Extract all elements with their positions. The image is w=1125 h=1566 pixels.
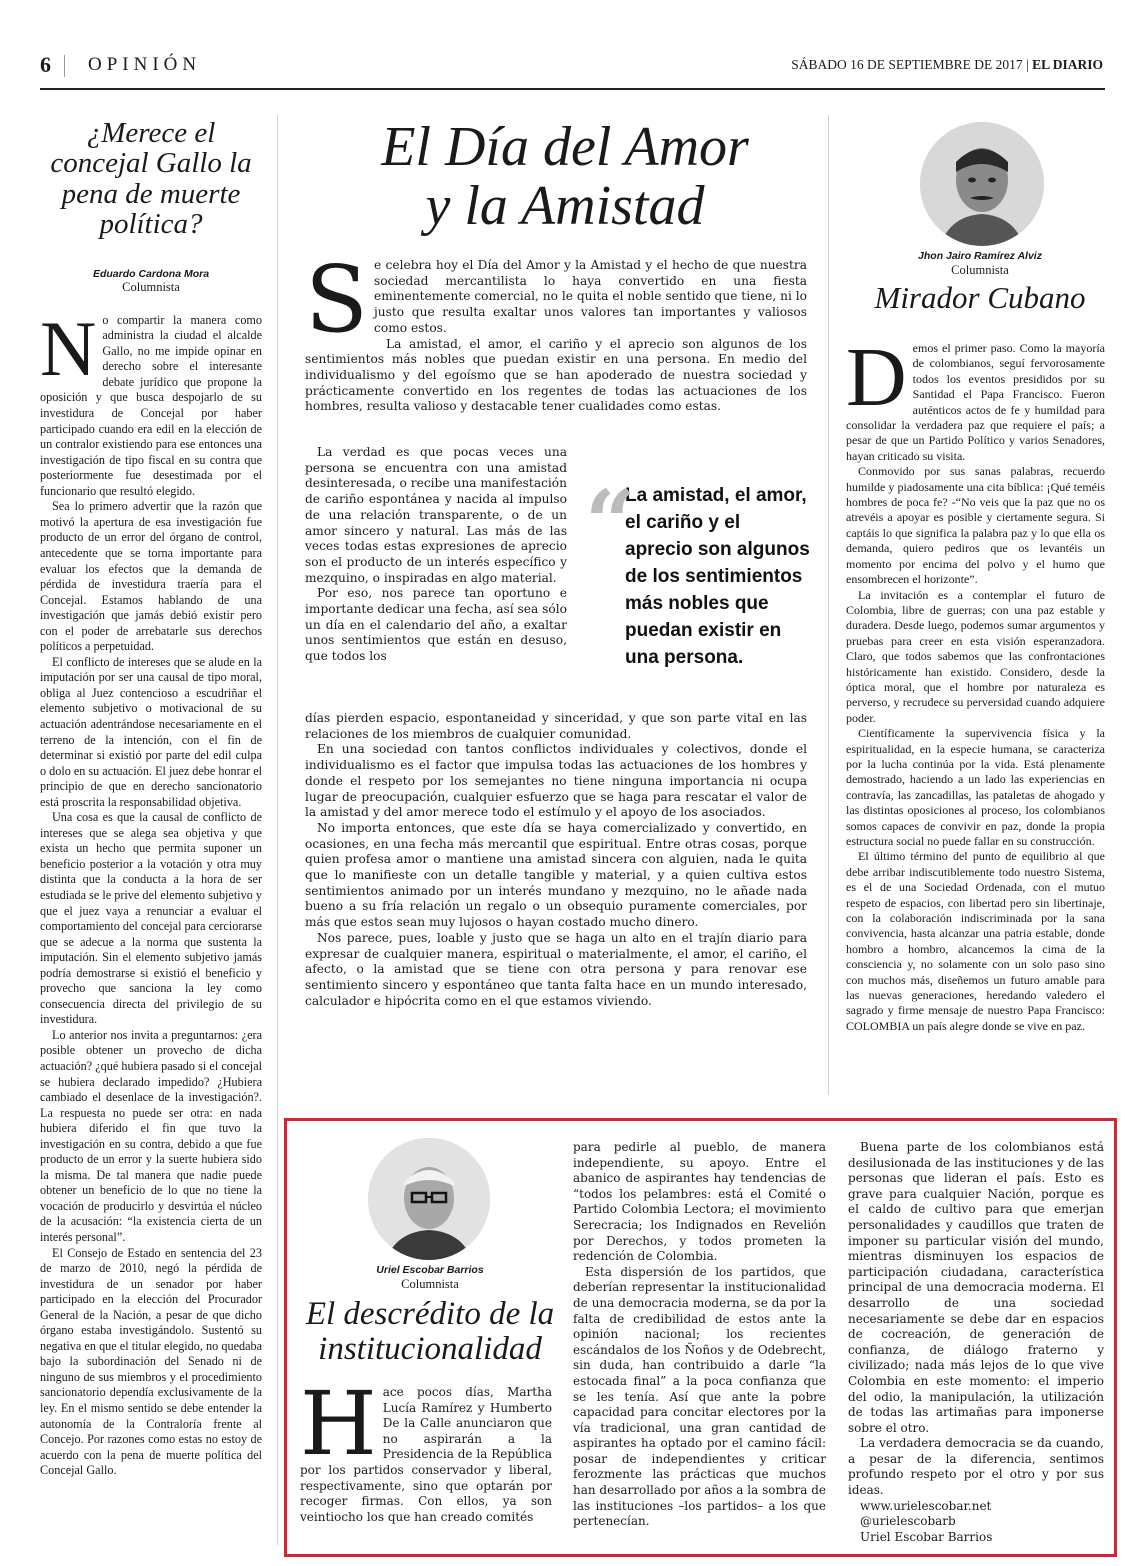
- bottom-title-line2: institucionalidad: [318, 1330, 542, 1367]
- center-paragraph: días pierden espacio, espontaneidad y sinceridad, y que son parte vital en las relaciones de los miembros de cualquier comunidad.: [305, 711, 807, 741]
- bottom-article-col2: [573, 1140, 826, 1530]
- pull-quote-text: La amistad, el amor, el cariño y el aprecio son algunos de los sentimientos más nobles que puedan existir en una persona.: [625, 485, 810, 668]
- right-paragraph: La invitación es a contemplar el futuro de Colombia, libre de guerras; con una paz estable y duradera. Desde luego, podemos sumar argumentos y pruebas para creer en esta visión esperanzadora. Claro, que todos sabemos que las confrontaciones históricamente han existido. Considero, desde la óptica moral, que el hombre por naturaleza es perverso, y recrudece su perversidad cuando adquiere poder.: [846, 587, 1105, 725]
- column-rule: [828, 115, 829, 1095]
- bottom-paragraph: Esta dispersión de los partidos, que deberían representar la institucionalidad de una democracia moderna, se da por la falta de credibilidad de estos ante la opinión nacional; los recientes escándalos de los Ñoños y de Odebrecht, sin duda, han contribuido a darle “la estocada final” a la poca confianza que se les tenía. Así que ante la pobre capacidad para concitar electores por la vía tradicional, una gran cantidad de aspirantes ha optado por el camino fácil: posar de independientes y criticar ferozmente las prácticas que muchos han desarrollado por años a la sombra de las instituciones –los partidos– a los que pertenecían.: [573, 1264, 827, 1529]
- center-article-narrow: [305, 445, 567, 665]
- center-paragraph: La verdad es que pocas veces una persona se encuentra con una amistad desinteresada, o recibe una manifestación de cariño espontánea y nacida al impulso de una relación transparente, o de un amor sincero y natural. Las más de las veces todas estas expresiones de aprecio son el producto de un interés específico y mezquino, o inspiradas en algo material.: [305, 445, 567, 585]
- bottom-article-col1: [300, 1372, 552, 1525]
- left-article-body: [40, 304, 262, 1479]
- left-paragraph: El Consejo de Estado en sentencia del 23 de marzo de 2010, negó la pérdida de investidura de un senador por haber participado en la elección del Procurador General de la Nación, a pesar de que dicho órgano estaba investigándolo. Sustentó su negativa en que el titular elegido, no quedaba bajo la subordinación del Senado ni de ninguno de sus miembros y el procedimiento sancionatorio dependía exclusivamente de la ley. En el mismo sentido se debe entender la autonomía de la Contraloría frente al Concejo. Por razones como estas no estoy de acuerdo con la pena de muerte política del Concejal Gallo.: [40, 1245, 262, 1478]
- portrait-image: [368, 1138, 490, 1260]
- center-title-line1: El Día del Amor: [381, 116, 749, 178]
- left-lead: o compartir la manera como administra la ciudad el alcalde Gallo, no me impide opinar en derecho sobre el interesante debate jurídico que propone la oposición y que busca despojarlo de su investidura de Concejal por haber participado cuando era edil en la elección de un contralor existiendo para ese entonces una investigación de tipo fiscal en su contra que posteriormente fue desestimada por el funcionario que resultó elegido.: [40, 312, 262, 498]
- author-twitter[interactable]: @urielescobarb: [860, 1514, 956, 1529]
- center-article-title: [300, 118, 830, 236]
- right-article-body: [846, 331, 1105, 1034]
- portrait-image: [920, 122, 1044, 246]
- right-author: Jhon Jairo Ramírez Alviz: [918, 250, 1042, 262]
- bottom-dropcap: H: [300, 1372, 377, 1475]
- bottom-author-role: Columnista: [401, 1277, 459, 1291]
- center-article-bottom: [305, 711, 807, 1009]
- center-paragraph: Por eso, nos parece tan oportuno e importante dedicar una fecha, así sea sólo un día en el calendario del año, a exaltar unos sentimientos que están en desuso, que todos los: [305, 586, 567, 664]
- center-article-top: [305, 246, 807, 415]
- section-name: OPINIÓN: [88, 54, 202, 75]
- center-title-line2: y la Amistad: [425, 174, 705, 237]
- left-paragraph: Lo anterior nos invita a preguntarnos: ¿era posible obtener un provecho de dicha actuación? ¿qué hubiera pasado si el concejal se hubiera declarado impedido? ¿Hubiera cambiado el desenlace de la investigación?. La respuesta no puede ser otra: en nada hubiera diferido el fin que tuvo la investigación en su contra, debido a que fue producto de un error y la suerte hubiera sido la misma. De tal manera que nadie puede obtener un beneficio de lo que no tiene la vocación de producirlo y desvirtúa el núcleo de la acusación: “la existencia cierta de un interés personal”.: [40, 1027, 262, 1245]
- author-website[interactable]: www.urielescobar.net: [860, 1498, 992, 1513]
- bottom-paragraph: La verdadera democracia se da cuando, a pesar de la diferencia, sentimos profundo respeto por el otro y por sus ideas.: [848, 1436, 1104, 1498]
- date-text: SÁBADO 16 DE SEPTIEMBRE DE 2017 |: [791, 57, 1029, 72]
- bottom-author: Uriel Escobar Barrios: [376, 1264, 484, 1276]
- right-paragraph: Conmovido por sus sanas palabras, recuerdo humilde y piadosamente una cita bíblica: ¡Qué teméis hombres de poca fe? -“No veis que la paz que no os atrevéis a apoyar es posible y ciertamente segura. Si captáis lo que significa la palabra paz y lo que ella os demanda, quiero pediros que os levantéis un momento por encima del polvo y el humo que ensombrecen el horizonte”.: [846, 464, 1105, 587]
- page-number: 6: [40, 52, 51, 77]
- quote-mark-icon: “: [585, 470, 636, 574]
- header-divider: [64, 55, 65, 77]
- right-dropcap: D: [846, 331, 907, 424]
- left-article-title: ¿Merece el concejal Gallo la pena de muerte política?: [50, 117, 252, 241]
- bottom-paragraph: para pedirle al pueblo, de manera independiente, su apoyo. Entre el abanico de aspirantes hay tendencias de “todos los pelambres: está el Comité o Partido Colombia Lectora; el movimiento Serecracia; los Indignados en Revelión por Derechos, y todos prometen la redención de Colombia.: [573, 1140, 826, 1264]
- left-article: [40, 118, 262, 1479]
- header-rule: [40, 88, 1105, 90]
- left-dropcap: N: [40, 304, 97, 392]
- right-lead: emos el primer paso. Como la mayoría de colombianos, seguí fervorosamente todos los eventos presididos por su Santidad el Papa Francisco. Fueron auténticos actos de fe y humildad para consolidar la verdadera paz que requiere el país; a pesar de que un Partido Político y varios Senadores, hayan criticado su visita.: [846, 341, 1105, 463]
- center-lead: e celebra hoy el Día del Amor y la Amistad y el hecho de que nuestra sociedad mercantilista lo haya convertido en una fiesta eminentemente comercial, no le quita el noble sentido que tiene, ni lo justo que resulta exaltar unos valores tan importantes y valiosos como estos.: [374, 258, 807, 335]
- columnist-photo: [920, 122, 1044, 246]
- pull-quote: [585, 470, 810, 671]
- column-rule: [277, 115, 278, 1545]
- left-paragraph: Una cosa es que la causal de conflicto de intereses que se alega sea objetiva y que exista un hecho que permita suponer un beneficio posterior a la votación y otra muy distinta que la conducta a la hora de ser estudiada se le prive del elemento subjetivo y que el juez vaya a renunciar a evaluar el comportamiento del concejal para cerciorarse que se adecue a la norma que sustenta la imputación. Sin el elemento subjetivo jamás podría demostrarse si existió el beneficio y provecho que sanciona la ley como consecuencia directa del privilegio de su investidura.: [40, 810, 262, 1027]
- right-author-role: Columnista: [951, 263, 1009, 277]
- bottom-lead: ace pocos días, Martha Lucía Ramírez y Humberto De la Calle anunciaron que no aspirarán a la Presidencia de la República por los partidos conservador y liberal, respectivamente, sino que optarán por recoger firmas. Con ellos, ya son veintiocho los que han creado comités: [300, 1385, 552, 1524]
- bottom-title-line1: El descrédito de la: [305, 1296, 555, 1332]
- bottom-article-col3: [848, 1140, 1104, 1545]
- issue-date: [791, 57, 1103, 73]
- left-paragraph: El conflicto de intereses que se alude en la imputación por ser una causal de tipo moral, obliga al Juez contencioso a escudriñar el elemento subjetivo o motivacional de su actuación adentrándose necesariamente en el terreno de la intención, con el fin de determinar si existió por parte del edil culpa o dolo en su actuación. El juez debe honrar el principio de que en derecho sancionatorio está proscrita la responsabilidad objetiva.: [40, 654, 262, 809]
- center-dropcap: S: [305, 246, 369, 353]
- bottom-article-title: [295, 1297, 565, 1366]
- center-paragraph: En una sociedad con tantos conflictos individuales y colectivos, donde el individualismo es el factor que impulsa todas las actuaciones de los hombres y donde el respeto por los semejantes no tiene ninguna importancia ni ocupa lugar de preocupación, cualquier esfuerzo que se haga para rescatar el valor de la amistad y del amor merece todo el estímulo y el apoyo de los asociados.: [305, 742, 807, 820]
- left-author: Eduardo Cardona Mora: [92, 267, 210, 280]
- bottom-paragraph: Buena parte de los colombianos está desilusionada de las instituciones y de las personas que lideran el país. Esto es grave para cualquier Nación, porque es el caldo de cultivo para que emerjan personalidades y caudillos que traten de imponer su particular visión del mundo, mientras disminuyen los espacios de participación ciudadana, característica principal de una democracia moderna. El desarrollo de una sociedad necesariamente se debe dar en espacios de cocreación, de generación de confianza, de diálogo fraterno y civilizado; nada más lejos de lo que vive Colombia en este momento: el imperio del odio, la manipulación, la utilización de todas las artimañas para imponerse sobre el otro.: [848, 1140, 1104, 1435]
- columnist-photo: [368, 1138, 490, 1260]
- center-paragraph: La amistad, el amor, el cariño y el aprecio son algunos de los sentimientos más nobles que puedan existir en una persona. En medio del individualismo y del egoísmo que se han apoderado de nuestra sociedad y prácticamente convertido en los regentes de todas las actuaciones de los hombres, resulta valioso y destacable tener cualidades como estas.: [305, 336, 807, 414]
- newspaper-name: EL DIARIO: [1032, 57, 1103, 72]
- left-author-role: Columnista: [122, 279, 180, 294]
- right-article-title: Mirador Cubano: [874, 280, 1086, 315]
- center-paragraph: Nos parece, pues, loable y justo que se haga un alto en el trajín diario para expresar de cualquier manera, espiritual o materialmente, el amor, el cariño, el afecto, o la amistad que se tiene con otra persona y para renovar ese sentimiento sincero y espontáneo que tanta falta hace en un mundo interesado, calculador e hipócrita como en el que estamos viviendo.: [305, 930, 807, 1008]
- center-paragraph: No importa entonces, que este día se haya comercializado y convertido, en ocasiones, en una fecha más mercantil que espiritual. Entre otras cosas, porque quien profesa amor o mantiene una amistad sincera con alguien, nada le quita que lo manifieste con un detalle tangible y material, y a quien cultiva estos sentimientos animado por un interés mundano y mezquino, no le añade nada bueno a su fría relación un regalo o un obsequio puramente comerciales, por más que estos sean muy lujosos o hayan costado mucho dinero.: [305, 820, 807, 930]
- right-paragraph: Científicamente la supervivencia física y la espiritualidad, en la especie humana, se caracteriza por la lucha continúa por la vida. Está plenamente demostrado, haciendo a un lado las experiencias en contravía, las zancadillas, las pataletas de ahogado y las distintas oposiciones al proceso, los colombianos somos capaces de convivir en paz, donde la propia estructura social no puede fallar en su construcción.: [846, 726, 1105, 848]
- author-signature: Uriel Escobar Barrios: [860, 1529, 993, 1544]
- right-paragraph: El último término del punto de equilibrio al que debe arribar indiscutiblemente todo nuestro Sistema, es el de una Sociedad Ordenada, con el mutuo respeto de espacios, con libertad pero sin libertinaje, con la colaboración indiscriminada por la sana convivencia, hasta alcanzar una patria estable, donde hombro a hombro, alcancemos la cima de la consciencia y, no solamente con un solo paso sino con muchos más, diseñemos un futuro amable para las nuevas generaciones, heredando valedero el sagrado y firme mensaje de nuestro Papa Francisco: COLOMBIA un país alegre donde se vive en paz.: [846, 849, 1105, 1033]
- left-paragraph: Sea lo primero advertir que la razón que motivó la apertura de esa investigación fue producto de un error del órgano de control, antecedente que se torna importante para evaluar los efectos que la demanda de pérdida de investidura traería para el Concejal. Estamos hablando de una investigación que jamás debió existir pero con el poder de arrebatarle sus derechos políticos a perpetuidad.: [40, 499, 262, 654]
